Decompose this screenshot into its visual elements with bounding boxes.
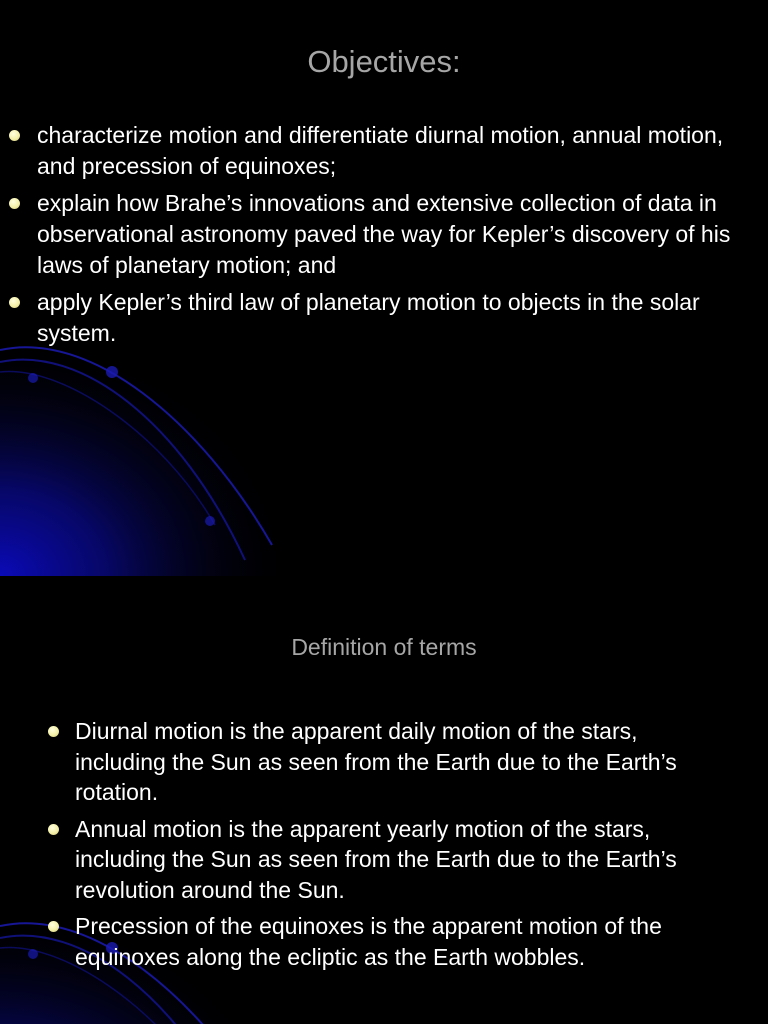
slide-definition-of-terms [0, 576, 768, 1024]
slide-title: Objectives: [307, 44, 461, 79]
bullet-dot-icon [48, 921, 59, 932]
list-item [0, 120, 740, 182]
bullet-dot-icon [9, 198, 20, 209]
bullet-text: explain how Brahe’s innovations and extensive collection of data in observational astronomy paved the way for Kepler’s discovery of his laws of planetary motion; and [37, 190, 731, 278]
bullet-text: apply Kepler’s third law of planetary motion to objects in the solar system. [37, 289, 700, 346]
bullet-dot-icon [48, 726, 59, 737]
bullet-text: Annual motion is the apparent yearly motion of the stars, including the Sun as seen from the Earth due to the Earth’s revolution around the Sun. [75, 815, 677, 903]
bullet-dot-icon [9, 130, 20, 141]
slide-title: Definition of terms [291, 634, 477, 660]
bullet-dot-icon [9, 297, 20, 308]
objectives-list [0, 120, 740, 355]
bullet-text: Precession of the equinoxes is the apparent motion of the equinoxes along the ecliptic as the Earth wobbles. [75, 913, 662, 970]
list-item [0, 188, 740, 281]
bullet-dot-icon [48, 824, 59, 835]
bullet-text: characterize motion and differentiate diurnal motion, annual motion, and precession of equinoxes; [37, 122, 724, 179]
list-item [44, 911, 734, 972]
list-item [0, 287, 740, 349]
definitions-list [44, 716, 734, 978]
bullet-text: Diurnal motion is the apparent daily motion of the stars, including the Sun as seen from the Earth due to the Earth’s rotation. [75, 718, 677, 805]
list-item [44, 716, 734, 808]
list-item [44, 814, 734, 906]
